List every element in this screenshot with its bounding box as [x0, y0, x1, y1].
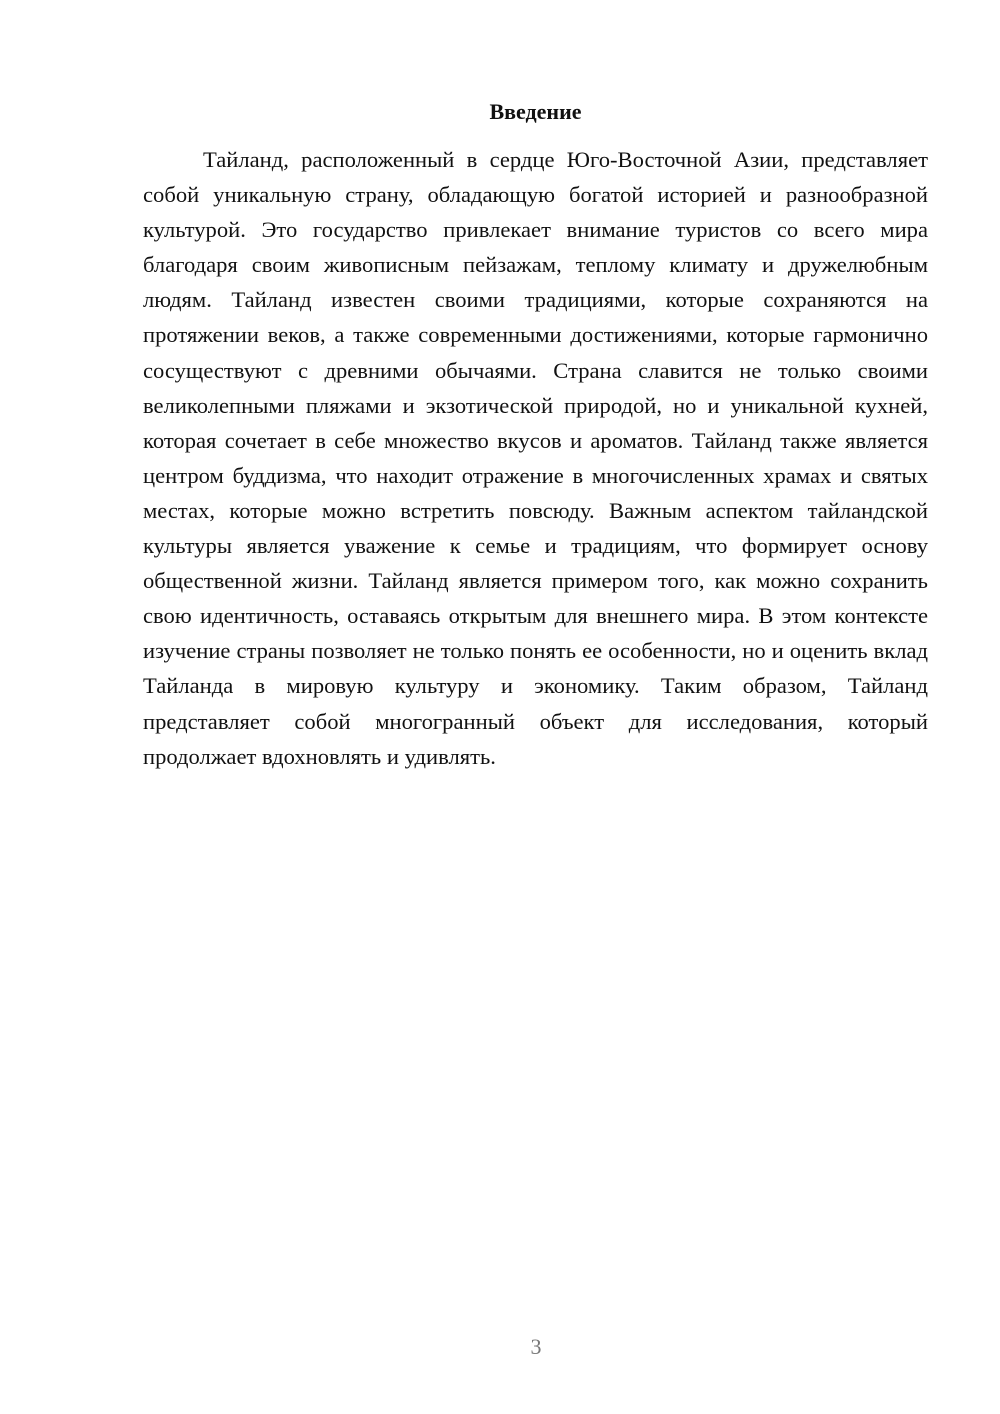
section-heading: Введение	[489, 99, 582, 124]
page-number: 3	[530, 1334, 542, 1359]
body-paragraph: Тайланд, расположенный в сердце Юго-Восточной Азии, представляет собой уникальную страну, обладающую богатой историей и разнообразной культурой. Это государство привлекает внимание туристов со всего мира благодаря своим живописным пейзажам, теплому климату и дружелюбным людям. Тайланд известен своими традициями, которые сохраняются на протяжении веков, а также современными достижениями, которые гармонично сосуществуют с древними обычаями. Страна славится не только своими великолепными пляжами и экзотической природой, но и уникальной кухней, которая сочетает в себе множество вкусов и ароматов. Тайланд также является центром буддизма, что находит отражение в многочисленных храмах и святых местах, которые можно встретить повсюду. Важным аспектом тайландской культуры является уважение к семье и традициям, что формирует основу общественной жизни. Тайланд является примером того, как можно сохранить свою идентичность, оставаясь открытым для внешнего мира. В этом контексте изучение страны позволяет не только понять ее особенности, но и оценить вклад Тайланда в мировую культуру и экономику. Таким образом, Тайланд представляет собой многогранный объект для исследования, который продолжает вдохновлять и удивлять.	[143, 147, 928, 769]
